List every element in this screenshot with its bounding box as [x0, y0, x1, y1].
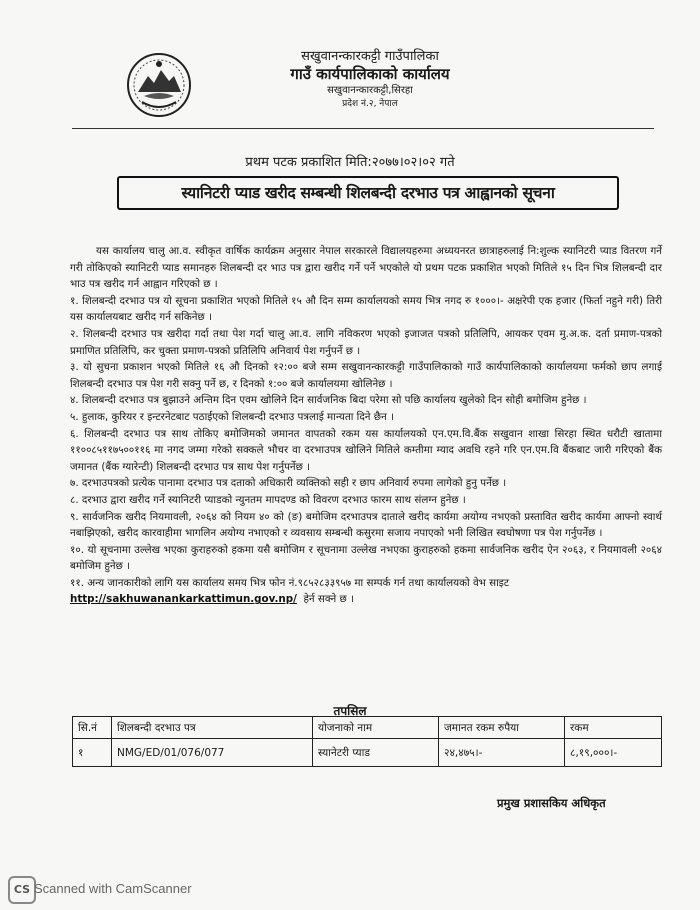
camscanner-logo-icon: CS [8, 876, 36, 904]
cell-serial: १ [73, 739, 112, 767]
schedule-table [72, 716, 662, 767]
office-name: गाउँ कार्यपालिकाको कार्यालय [290, 65, 450, 83]
clause-8: ८. दरभाउ द्वारा खरीद गर्ने स्यानिटरी प्याडको न्युनतम मापदण्ड को विवरण दरभाउ फारम साथ संलग्न हुनेछ । [70, 493, 466, 506]
table-header-row [73, 717, 662, 739]
camscanner-watermark: Scanned with CamScanner [34, 881, 192, 896]
office-header [240, 48, 500, 110]
clause-7: ७. दरभाउपत्रको प्रत्येक पानामा दरभाउ पत्र दताको अधिकारी व्यक्तिको सही र छाप अनिवार्य रुपमा लागेको हुनु पर्नेछ । [70, 477, 507, 490]
intro-paragraph: यस कार्यालय चालु आ.व. स्वीकृत वार्षिक कार्यक्रम अनुसार नेपाल सरकारले विद्यालयहरुमा अध्ययनरत छात्राहरुलाई नि:शुल्क स्यानिटरी प्याड वितरण गर्ने गरी तोकिएको स्यानिटरी प्याड समानहरु शिलबन्दी दर भाउ पत्र द्वारा खरीद गर्ने पर्ने भएकोले यो प्रथम पटक प्रकाशित भएको मितिले १५ दिन भित्र शिलबन्दी दार भाउ पत्र खरीद गर्न आह्वान गरिएको छ । [70, 245, 662, 291]
cell-amount: ८,१९,०००।- [565, 739, 662, 767]
cell-security: २४,४७५।- [439, 739, 565, 767]
col-security: जमानत रकम रुपैया [439, 717, 565, 739]
clause-1: १. शिलबन्दी दरभाउ पत्र यो सूचना प्रकाशित भएको मितिले १५ औ दिन सम्म कार्यालयको समय भित्र नगद रु १०००।- अक्षरेपी एक हजार (फिर्ता नहुने गरी) तिरी यस कार्यालयबाट खरीद गर्न सकिनेछ । [70, 294, 662, 324]
cell-tender: NMG/ED/01/076/077 [112, 739, 313, 767]
cell-project: स्यानेटरी प्याड [313, 739, 439, 767]
clause-11: ११. अन्य जानकारीको लागि यस कार्यालय समय भित्र फोन नं.९८५२८३३९५७ मा सम्पर्क गर्न तथा कार्यालयको वेभ साइट [70, 576, 510, 589]
col-serial: सि.नं [73, 717, 112, 739]
nepal-emblem-icon [124, 50, 194, 120]
municipality-name: सखुवानन्कारकट्टी गाउँपालिका [301, 49, 439, 64]
clause-10: १०. यो सूचनामा उल्लेख भएका कुराहरुको हकमा यसै बमोजिम र सूचनामा उल्लेख नभएका कुराहरुको हकमा सार्वजनिक खरीद ऐन २०६३, र नियमावली २०६४ बमोजिम हुनेछ । [70, 543, 662, 573]
province-label: प्रदेश नं.२, नेपाल [342, 99, 398, 109]
col-project: योजनाको नाम [313, 717, 439, 739]
clause-3: ३. यो सुचना प्रकाशन भएको मितिले १६ औ दिनको १२:०० बजे सम्म सखुवानन्कारकट्टी गाउँपालिकाको गाउँ कार्यपालिकाको कार्यालयमा फर्मको छाप लगाई शिलबन्दी दरभाउ पत्र पेश गरी सक्नु पर्ने छ, र दिनको १:०० बजे कार्यालयमा खोलिनेछ । [70, 361, 662, 390]
office-address: सखुवानन्कारकट्टी,सिरहा [327, 85, 413, 96]
col-tender: शिलबन्दी दरभाउ पत्र [112, 717, 313, 739]
table-row [73, 739, 662, 767]
clause-9: ९. सार्वजनिक खरीद नियमावली, २०६४ को नियम ४० को (ङ) बमोजिम दरभाउपत्र दाताले खरीद कार्यमा अयोग्य नभएको प्रस्तावित खरीद कार्यमा आफ्नो स्वार्थ नबाझिएको, खरीद कारवाहीमा भागलिन अयोग्य नभाएको र व्यवसाय सम्बन्धी कसुरमा सजाय नपाएको भनी लिखित स्वघोषणा पत्र पेश गर्नुपर्नेछ । [70, 510, 662, 540]
clause-4: ४. शिलबन्दी दरभाउ पत्र बुझाउने अन्तिम दिन एवम खोलिने दिन सार्वजनिक बिदा परेमा सो पछि कार्यालय खुलेको दिन सोही बमोजिम हुनेछ । [70, 394, 587, 407]
col-amount: रकम [565, 717, 662, 739]
website-suffix: हेर्न सक्ने छ । [303, 593, 354, 606]
clause-6: ६. शिलबन्दी दरभाउ पत्र साथ तोकिए बमोजिमको जमानत वापतको रकम यस कार्यालयको एन.एम.वि.बैंक सखुवान शाखा सिरहा स्थित धरौटी खातामा ११००८५११७५००११६ मा नगद जम्मा गरेको सक्कले भौचर वा दरभाउपत्र खोलिने मितिले कम्तीमा म्याद अवधि रहने गरि एन.एम.वि बैंकबाट जारी गरिएको बैंक जमानत (बैंक ग्यारेन्टी) शिलबन्दी दरभाउ पत्र साथ पेश गर्नुपर्नेछ । [70, 427, 662, 473]
notice-title: स्यानिटरी प्याड खरीद सम्बन्धी शिलबन्दी दरभाउ पत्र आह्वानको सूचना [117, 176, 619, 210]
header-divider [72, 128, 654, 129]
schedule-heading: तपसिल [333, 704, 367, 718]
publication-date: प्रथम पटक प्रकाशित मिति:२०७७।०२।०२ गते [245, 155, 455, 170]
website-link[interactable]: http://sakhuwanankarkattimun.gov.np/ [70, 593, 297, 606]
clause-2: २. शिलबन्दी दरभाउ पत्र खरीदा गर्दा तथा पेश गर्दा चालु आ.व. लागि नविकरण भएको इजाजत पत्रको प्रतिलिपि, आयकर एवम मु.अ.क. दर्ता प्रमाण-पत्रको प्रमाणित प्रतिलिपि, कर चुक्ता प्रमाण-पत्रको प्रतिलिपि अनिवार्य पेश गर्नुपर्ने छ । [70, 327, 662, 357]
notice-body [70, 243, 662, 608]
clause-5: ५. हुलाक, कुरियर र इन्टरनेटबाट पठाईएको शिलबन्दी दरभाउ पत्रलाई मान्यता दिने छैन । [70, 410, 394, 423]
website-line [70, 591, 662, 608]
signature-title: प्रमुख प्रशासकिय अधिकृत [497, 796, 606, 810]
